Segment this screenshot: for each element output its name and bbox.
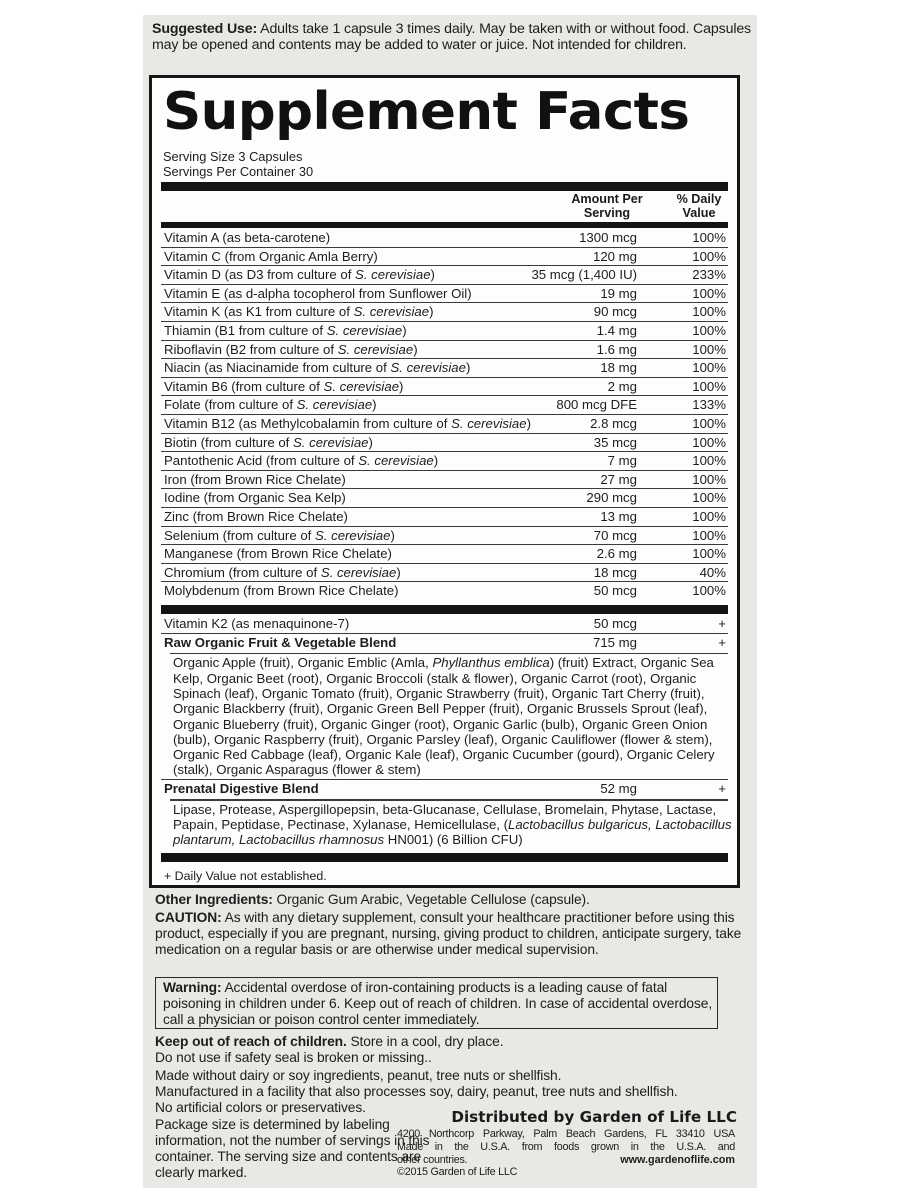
nutrient-daily-value: 100%	[692, 546, 726, 562]
table-row	[161, 266, 728, 285]
table-row-vitamin-k2	[161, 615, 728, 634]
nutrient-source-italic: S. cerevisiae	[323, 378, 400, 394]
nutrient-daily-value: 100%	[692, 490, 726, 506]
nutrient-name-text: Niacin (as Niacinamide from culture of	[164, 360, 391, 376]
nutrient-name	[164, 229, 330, 247]
nutrient-name-text: Chromium (from culture of	[164, 564, 321, 580]
table-row	[161, 378, 728, 397]
nutrient-name	[164, 545, 392, 563]
nutrient-source-italic: S. cerevisiae	[293, 434, 369, 450]
nutrient-amount: 120 mg	[593, 248, 637, 264]
ingredients-text: HN001) (6 Billion CFU)	[384, 832, 523, 848]
distributor-title: Distributed by Garden of Life LLC	[451, 1108, 737, 1126]
blend-amount: 52 mg	[600, 781, 637, 797]
table-row	[161, 564, 728, 583]
nutrient-name-text: Selenium (from culture of	[164, 527, 315, 543]
nutrient-source-italic: S. cerevisiae	[353, 304, 430, 320]
allergen-line-2: Manufactured in a facility that also processes soy, dairy, peanut, tree nuts and shellfish.	[155, 1084, 678, 1099]
nutrient-name-text: Vitamin K (as K1 from culture of	[164, 304, 354, 320]
nutrient-daily-value: 100%	[692, 508, 726, 524]
nutrient-name: Vitamin K2 (as menaquinone-7)	[164, 616, 350, 631]
nutrient-name	[164, 285, 472, 303]
nutrient-amount: 2.8 mcg	[590, 415, 637, 431]
blend-table	[161, 615, 732, 848]
nutrient-daily-value: 100%	[692, 322, 726, 338]
nutrient-source-italic: S. cerevisiae	[390, 360, 466, 376]
nutrient-source-italic: S. cerevisiae	[326, 322, 403, 338]
nutrient-name	[164, 303, 434, 321]
nutrient-name-text: Vitamin B6 (from culture of	[164, 378, 324, 394]
divider-thick	[161, 853, 728, 862]
nutrient-daily-value: 100%	[692, 378, 726, 394]
allergen-line-1: Made without dairy or soy ingredients, peanut, tree nuts or shellfish.	[155, 1068, 562, 1083]
nutrient-daily-value: 100%	[692, 453, 726, 469]
nutrient-daily-value: 100%	[692, 471, 726, 487]
suggested-use-label: Suggested Use:	[152, 21, 258, 37]
nutrient-amount: 1.6 mg	[596, 341, 637, 357]
nutrient-name	[164, 471, 346, 489]
nutrient-amount: 18 mcg	[593, 564, 637, 580]
nutrient-amount: 290 mcg	[586, 490, 637, 506]
nutrient-name	[164, 341, 418, 359]
safety-seal-note: Do not use if safety seal is broken or missing..	[155, 1050, 432, 1065]
nutrient-amount: 13 mg	[600, 508, 637, 524]
nutrient-name	[164, 564, 401, 582]
nutrient-name	[164, 248, 378, 266]
storage-line	[155, 1034, 745, 1050]
nutrient-daily-value: 100%	[692, 248, 726, 264]
made-in-line-2: other countries.	[397, 1153, 468, 1166]
nutrient-name	[164, 508, 348, 526]
table-row	[161, 248, 728, 267]
nutrient-name-suffix: )	[430, 267, 435, 283]
serving-size: Serving Size 3 Capsules	[163, 149, 303, 164]
table-row	[161, 527, 728, 546]
nutrient-name-text: Zinc (from Brown Rice Chelate)	[164, 508, 348, 524]
digestive-blend-ingredients	[161, 801, 736, 849]
distributor-info	[397, 1128, 735, 1179]
website-link[interactable]: www.gardenoflife.com	[620, 1153, 735, 1166]
supplement-facts-box	[149, 75, 740, 888]
nutrient-table	[161, 229, 728, 601]
nutrient-name-text: Folate (from culture of	[164, 397, 297, 413]
table-row	[161, 341, 728, 360]
iron-warning-box	[155, 977, 718, 1029]
nutrient-name-suffix: )	[429, 304, 434, 320]
keep-out-label: Keep out of reach of children.	[155, 1034, 347, 1049]
nutrient-name	[164, 582, 399, 600]
storage-text: Store in a cool, dry place.	[346, 1034, 504, 1049]
nutrient-amount: 90 mcg	[593, 304, 637, 320]
nutrient-source-italic: S. cerevisiae	[358, 453, 434, 469]
nutrient-daily-value: 100%	[692, 415, 726, 431]
table-row	[161, 471, 728, 490]
column-header-dv-line2: Value	[682, 205, 716, 220]
package-size-note: Package size is determined by labeling information, not the number of servings in this container. The serving size and contents are clearly marked.	[155, 1117, 430, 1180]
column-header-amount-line1: Amount Per	[571, 192, 643, 206]
nutrient-name-suffix: )	[413, 341, 418, 357]
table-row	[161, 285, 728, 304]
caution-text: As with any dietary supplement, consult your healthcare practitioner before using this product, especially if you are pregnant, nursing, giving product to children, anticipate surgery, take medication on a regular basis or are otherwise under medical supervision.	[155, 910, 742, 957]
blend-amount: 715 mg	[593, 635, 637, 650]
nutrient-name	[164, 396, 377, 414]
other-ingredients-text: Organic Gum Arabic, Vegetable Cellulose (capsule).	[272, 892, 590, 907]
nutrient-daily-value: 100%	[692, 583, 726, 599]
nutrient-name-text: Vitamin A (as beta-carotene)	[164, 230, 331, 245]
nutrient-name-suffix: )	[399, 378, 404, 394]
made-in-line-1: Made in the U.S.A. from foods grown in the U.S.A. and	[397, 1140, 735, 1153]
nutrient-name-text: Iodine (from Organic Sea Kelp)	[164, 490, 346, 506]
nutrient-name-suffix: )	[396, 564, 401, 580]
nutrient-name-suffix: )	[368, 434, 373, 450]
caution-label: CAUTION:	[155, 910, 222, 925]
nutrient-name-text: Manganese (from Brown Rice Chelate)	[164, 546, 392, 562]
nutrient-daily-value: 100%	[692, 230, 726, 245]
table-row	[161, 415, 728, 434]
nutrient-source-italic: S. cerevisiae	[451, 415, 527, 431]
table-row	[161, 322, 728, 341]
nutrient-name	[164, 266, 435, 284]
column-header-amount-line2: Serving	[583, 205, 631, 220]
nutrient-daily-value: 233%	[692, 267, 726, 283]
suggested-use-text: Adults take 1 capsule 3 times daily. May be taken with or without food. Capsules may be opened and contents may be added to water or juice. Not intended for children.	[152, 21, 751, 54]
nutrient-daily-value: 100%	[692, 341, 726, 357]
divider-thick	[161, 605, 728, 614]
nutrient-name-text: Vitamin E (as d-alpha tocopherol from Sunflower Oil)	[164, 285, 472, 301]
other-ingredients	[155, 892, 745, 908]
nutrient-daily-value: 100%	[692, 360, 726, 376]
ingredients-text: Organic Apple (fruit), Organic Emblic (Amla,	[173, 655, 433, 671]
nutrient-name	[164, 359, 470, 377]
nutrient-name-text: Thiamin (B1 from culture of	[164, 322, 327, 338]
ingredients-text: ) (fruit) Extract, Organic Sea Kelp, Organic Beet (root), Organic Broccoli (stalk & flower), Organic Carrot (root), Organic Spinach (leaf), Organic Tomato (fruit), Organic Strawberry (fruit), Organic Tart Cherry (fruit), Organic Blackberry (fruit), Organic Green Bell Pepper (fruit), Organic Brussels Sprout (leaf), Organic Blueberry (fruit), Organic Ginger (root), Organic Garlic (bulb), Organic Green Onion (bulb), Organic Raspberry (fruit), Organic Parsley (leaf), Organic Cauliflower (flower & stem), Organic Red Cabbage (leaf), Organic Kale (leaf), Organic Cucumber (gourd), Organic Celery (stalk), Organic Asparagus (flower & stem)	[173, 655, 715, 778]
nutrient-name	[164, 452, 438, 470]
nutrient-name-text: Vitamin C (from Organic Amla Berry)	[164, 248, 378, 264]
nutrient-name-text: Iron (from Brown Rice Chelate)	[164, 471, 346, 487]
servings-per-container: Servings Per Container 30	[163, 164, 314, 179]
nutrient-amount: 2.6 mg	[596, 546, 637, 562]
nutrient-name	[164, 434, 373, 452]
nutrient-daily-value: 40%	[699, 564, 726, 580]
nutrient-name-suffix: )	[390, 527, 395, 543]
nutrient-daily-value: +	[718, 616, 726, 631]
nutrient-source-italic: S. cerevisiae	[314, 527, 391, 543]
nutrient-source-italic: S. cerevisiae	[355, 267, 431, 283]
table-row	[161, 229, 728, 248]
warning-text: Accidental overdose of iron-containing products is a leading cause of fatal poisoning in children under 6. Keep out of reach of children. In case of accidental overdose, call a physician or poison control center immediately.	[163, 980, 713, 1027]
table-row	[161, 396, 728, 415]
table-row	[161, 545, 728, 564]
nutrient-source-italic: S. cerevisiae	[320, 564, 397, 580]
storage-instructions	[155, 1034, 745, 1066]
table-row	[161, 452, 728, 471]
nutrient-name-text: Riboflavin (B2 from culture of	[164, 341, 338, 357]
nutrient-amount: 70 mcg	[593, 527, 637, 543]
caution-statement	[155, 910, 745, 958]
nutrient-amount: 2 mg	[607, 378, 637, 394]
blend-daily-value: +	[718, 781, 726, 797]
made-in-line-2-row	[397, 1154, 735, 1167]
nutrient-name-text: Biotin (from culture of	[164, 434, 293, 450]
distributor-address: 4200 Northcorp Parkway, Palm Beach Gardens, FL 33410 USA	[397, 1128, 735, 1140]
table-row	[161, 434, 728, 453]
nutrient-amount: 27 mg	[600, 471, 637, 487]
nutrient-name-text: Molybdenum (from Brown Rice Chelate)	[164, 583, 399, 599]
nutrient-amount: 50 mcg	[593, 616, 637, 631]
table-row	[161, 489, 728, 508]
nutrient-daily-value: 100%	[692, 434, 726, 450]
nutrient-name-suffix: )	[372, 397, 377, 413]
nutrient-amount: 7 mg	[607, 453, 637, 469]
nutrient-name-text: Pantothenic Acid (from culture of	[164, 453, 359, 469]
nutrient-daily-value: 100%	[692, 304, 726, 320]
table-row	[161, 359, 728, 378]
blend-name: Raw Organic Fruit & Vegetable Blend	[164, 635, 397, 650]
ingredients-italic: Phyllanthus emblica	[432, 655, 550, 671]
daily-value-footnote: + Daily Value not established.	[164, 869, 327, 883]
nutrient-daily-value: 133%	[692, 397, 726, 413]
table-row-fruit-veg-blend	[161, 634, 728, 653]
fruit-veg-blend-ingredients	[161, 654, 736, 778]
nutrient-name	[164, 489, 346, 507]
nutrient-amount: 35 mcg	[593, 434, 637, 450]
nutrient-name-suffix: )	[465, 360, 471, 376]
table-row	[161, 303, 728, 322]
nutrient-name-text: Vitamin B12 (as Methylcobalamin from culture of	[164, 415, 452, 431]
nutrient-name	[164, 415, 531, 433]
serving-info	[163, 149, 313, 179]
table-row	[161, 508, 728, 527]
nutrient-amount: 1300 mcg	[579, 230, 637, 245]
ingredients-text: Lipase, Protease, Aspergillopepsin, beta-Glucanase, Cellulase, Bromelain, Phytase, Lactase, Papain, Peptidase, Pectinase, Xylanase, Hemicellulase, (	[173, 801, 717, 832]
other-ingredients-label: Other Ingredients:	[155, 892, 273, 907]
nutrient-daily-value: 100%	[692, 285, 726, 301]
nutrient-name-suffix: )	[433, 453, 439, 469]
column-header-daily-value	[664, 193, 734, 220]
nutrient-name	[164, 378, 403, 396]
nutrient-source-italic: S. cerevisiae	[337, 341, 414, 357]
suggested-use	[152, 21, 752, 53]
copyright: ©2015 Garden of Life LLC	[397, 1166, 518, 1179]
nutrient-name	[164, 322, 407, 340]
blend-daily-value: +	[718, 635, 726, 650]
nutrient-name	[164, 527, 395, 545]
nutrient-amount: 18 mg	[600, 360, 637, 376]
nutrient-amount: 35 mcg (1,400 IU)	[531, 267, 637, 283]
column-header-dv-line1: % Daily	[676, 192, 722, 206]
divider-medium	[161, 222, 728, 228]
table-row	[161, 582, 728, 601]
nutrient-amount: 50 mcg	[593, 583, 637, 599]
table-row-digestive-blend	[161, 780, 728, 799]
ingredients-italic: Lactobacillus bulgaricus, Lactobacillus plantarum, Lactobacillus rhamnosus	[173, 816, 732, 848]
nutrient-source-italic: S. cerevisiae	[296, 397, 373, 413]
nutrient-name-text: Vitamin D (as D3 from culture of	[164, 267, 356, 283]
nutrient-amount: 800 mcg DFE	[556, 397, 637, 413]
column-header-amount	[557, 193, 657, 220]
warning-label: Warning:	[163, 980, 222, 995]
nutrient-amount: 19 mg	[600, 285, 637, 301]
nutrient-name-suffix: )	[526, 415, 531, 431]
nutrient-amount: 1.4 mg	[596, 322, 637, 338]
nutrient-name-suffix: )	[402, 322, 407, 338]
facts-title: Supplement Facts	[163, 82, 690, 142]
blend-name: Prenatal Digestive Blend	[164, 781, 319, 797]
allergen-line-3: No artificial colors or preservatives.	[155, 1100, 366, 1115]
divider-thick	[161, 182, 728, 191]
nutrient-daily-value: 100%	[692, 527, 726, 543]
